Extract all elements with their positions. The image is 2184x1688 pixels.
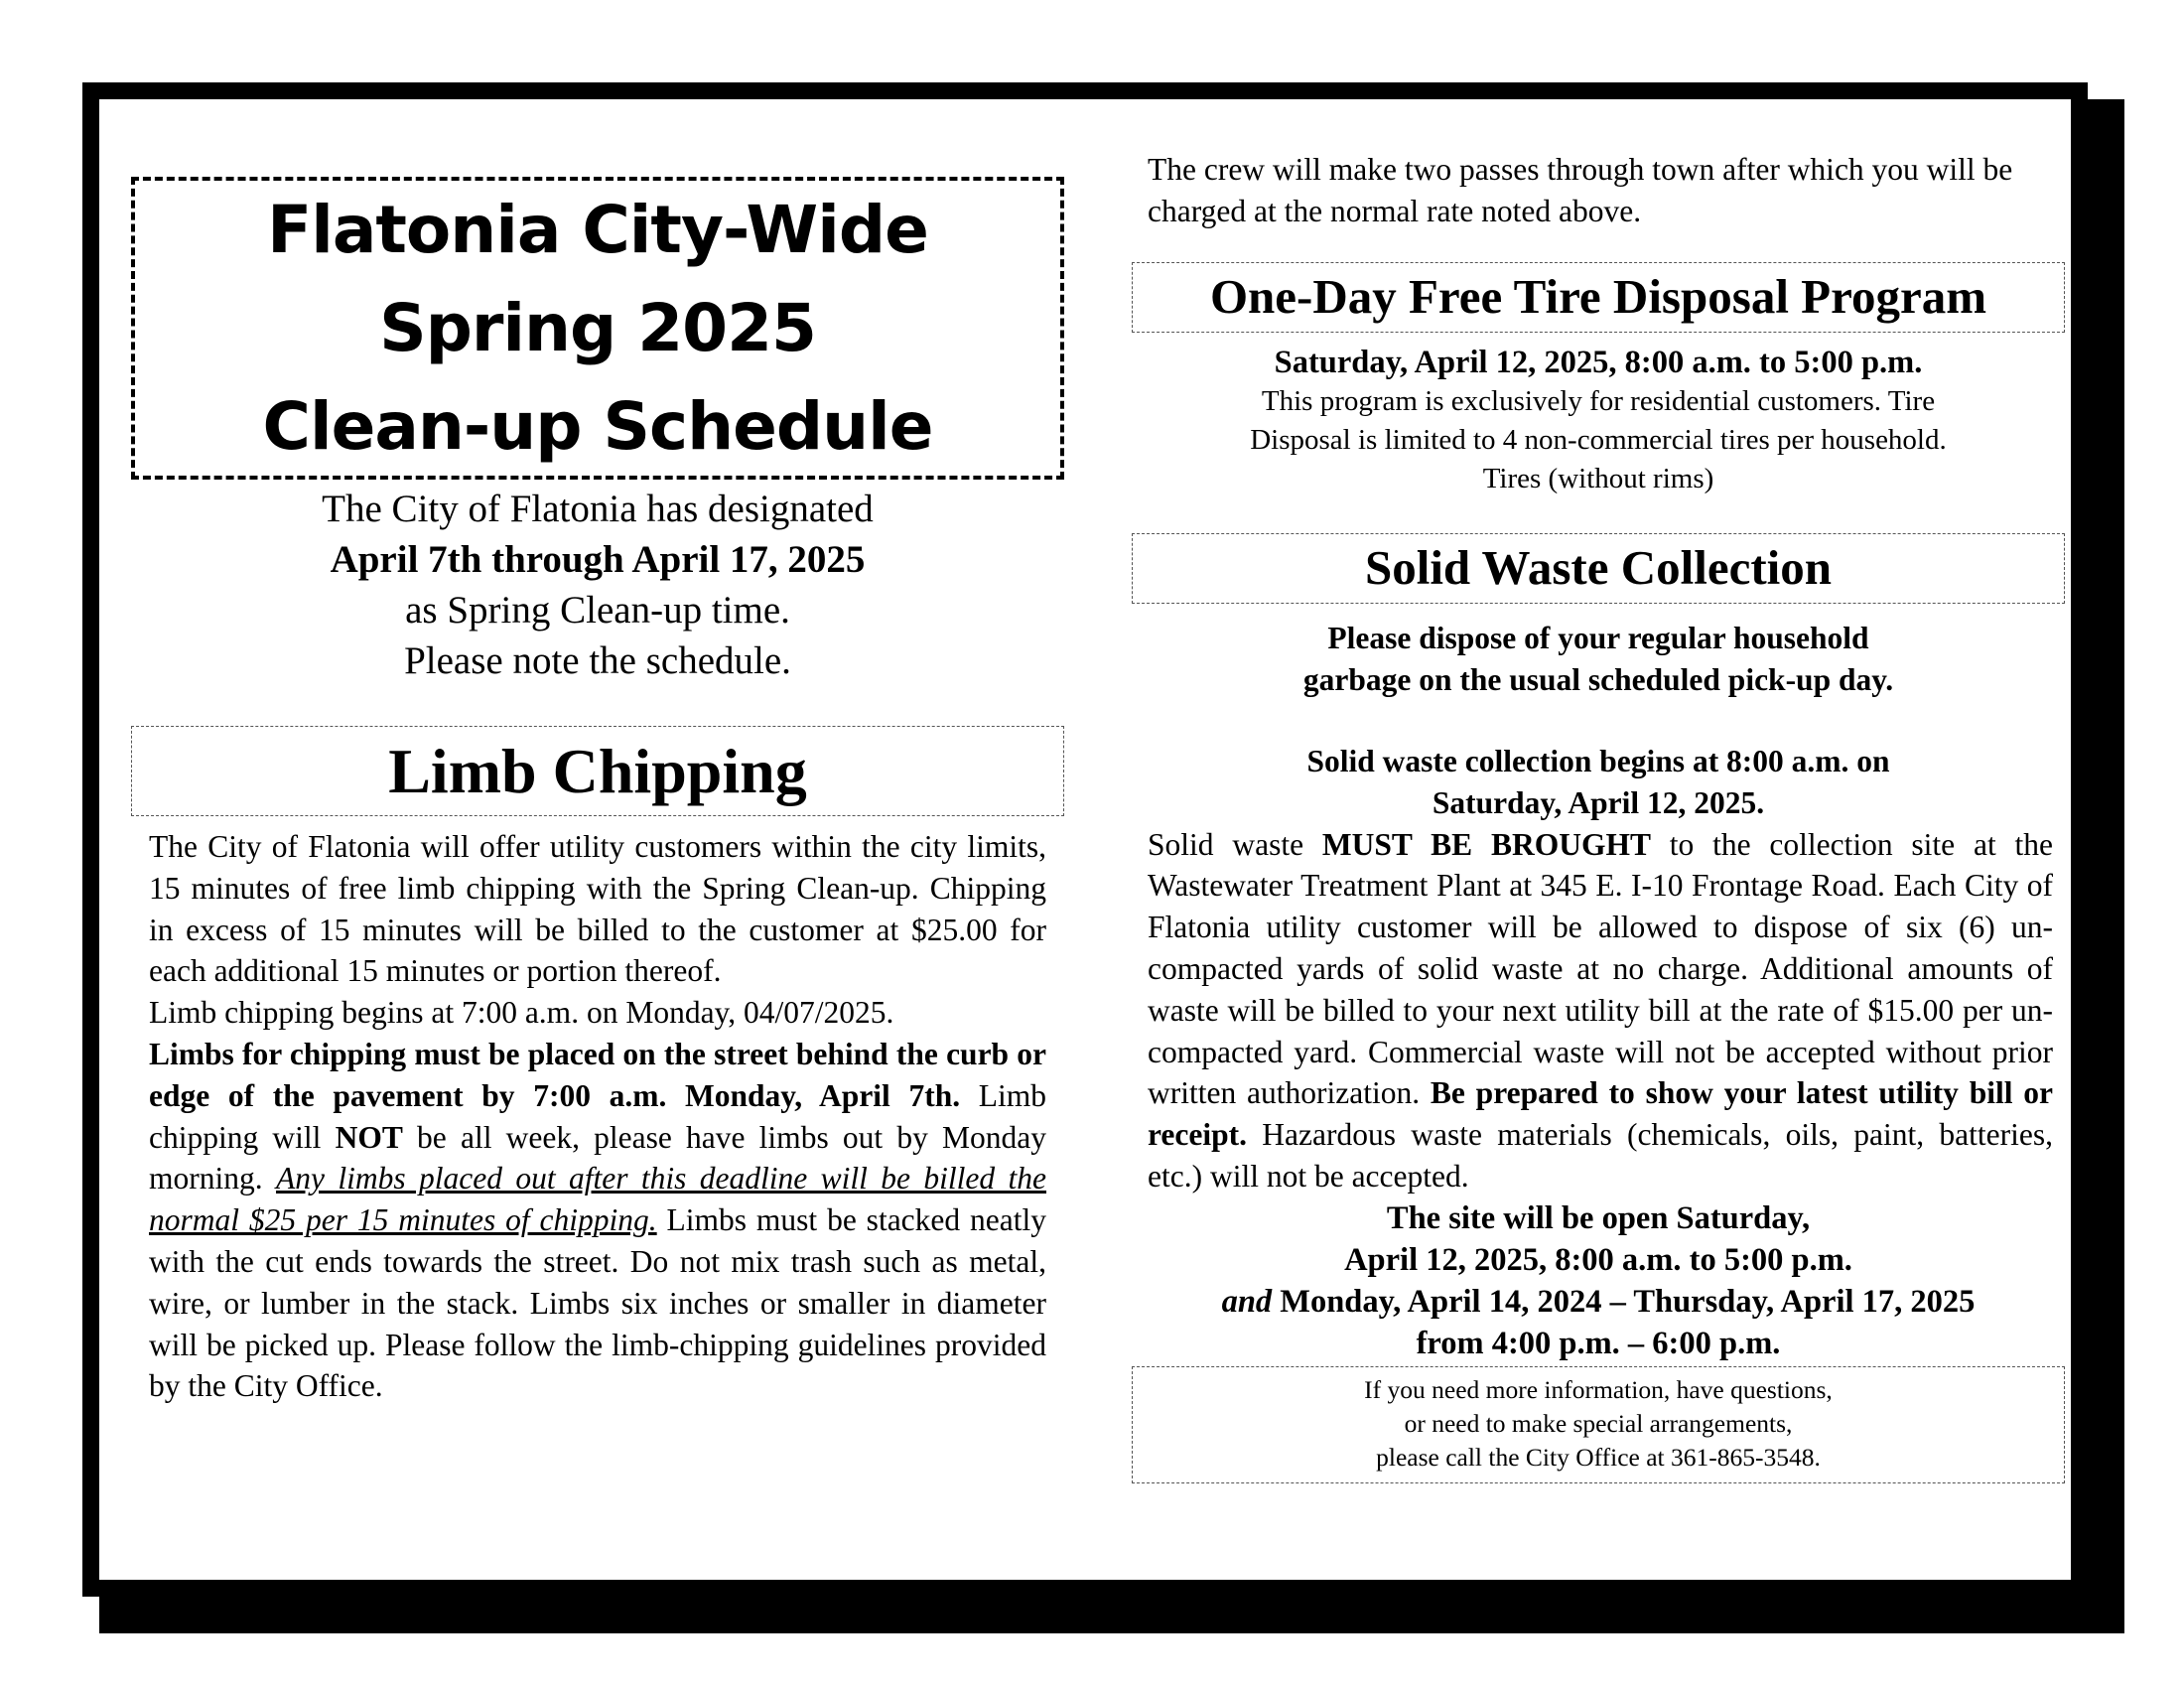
left-column bbox=[131, 177, 1064, 1407]
limb-not-bold: NOT bbox=[335, 1119, 403, 1155]
limb-chipping-body bbox=[131, 826, 1064, 1407]
intro-block bbox=[131, 484, 1064, 686]
title-box bbox=[131, 177, 1064, 480]
contact-info-box bbox=[1132, 1366, 2065, 1483]
open-line-3-rest: Monday, April 14, 2024 – Thursday, April 17, 2025 bbox=[1272, 1283, 1976, 1320]
title-line-3: Clean-up Schedule bbox=[262, 388, 933, 465]
limb-text-c: Limbs must be stacked neatly with the cut ends towards the street. Do not mix trash such as metal, wire, or lumber in the stack. Limbs six inches or smaller in diameter will be picked up. Please follow the limb-chipping guidelines provided by the City Office. bbox=[149, 1202, 1046, 1404]
info-line-1: If you need more information, have questions, bbox=[1364, 1374, 1833, 1404]
limb-paragraph-1: The City of Flatonia will offer utility customers within the city limits, 15 minutes of free limb chipping with the Spring Clean-up. Chipping in excess of 15 minutes will be billed to the customer at $25.00 for each additional 15 minutes or portion thereof. bbox=[149, 829, 1046, 989]
limb-text-b: be all week, please have limbs out by Monday morning. bbox=[149, 1119, 1046, 1196]
open-and-italic: and bbox=[1221, 1283, 1273, 1320]
crew-note: The crew will make two passes through town after which you will be charged at the normal rate noted above. bbox=[1148, 152, 2013, 228]
solid-waste-heading: Solid Waste Collection bbox=[1132, 533, 2065, 604]
intro-line-3: as Spring Clean-up time. bbox=[405, 589, 790, 632]
limb-late-warning: Any limbs placed out after this deadline will be billed the normal $25 per 15 minutes of chipping. bbox=[149, 1161, 1047, 1238]
open-line-2: April 12, 2025, 8:00 a.m. to 5:00 p.m. bbox=[1344, 1241, 1852, 1278]
open-line-4: from 4:00 p.m. – 6:00 p.m. bbox=[1416, 1325, 1781, 1361]
intro-line-4: Please note the schedule. bbox=[404, 639, 791, 682]
solid-waste-body bbox=[1132, 824, 2065, 1197]
tire-program-heading: One-Day Free Tire Disposal Program bbox=[1132, 262, 2065, 333]
intro-dates: April 7th through April 17, 2025 bbox=[330, 538, 866, 581]
notice-line-1: Please dispose of your regular household bbox=[1327, 620, 1869, 655]
limb-paragraph-2: Limb chipping begins at 7:00 a.m. on Monday, 04/07/2025. bbox=[149, 995, 894, 1031]
solid-text-c: Hazardous waste materials (chemicals, oils, paint, batteries, etc.) will not be accepted. bbox=[1148, 1117, 2053, 1194]
limb-chipping-heading: Limb Chipping bbox=[131, 726, 1064, 816]
open-line-3 bbox=[1132, 1281, 2065, 1323]
spacer bbox=[1132, 701, 2065, 741]
solid-must-bold: MUST BE BROUGHT bbox=[1321, 826, 1651, 862]
info-line-3: please call the City Office at 361-865-3548. bbox=[1376, 1442, 1821, 1472]
limb-text-a: Limb chipping will bbox=[149, 1077, 1046, 1155]
limb-deadline-bold: Limbs for chipping must be placed on the street behind the curb or edge of the pavement by 7:00 a.m. Monday, April 7th. bbox=[149, 1036, 1046, 1113]
begins-line-2: Saturday, April 12, 2025. bbox=[1432, 784, 1765, 820]
tire-description bbox=[1132, 382, 2065, 498]
limb-paragraph-3 bbox=[149, 1034, 1046, 1407]
tire-line-1: This program is exclusively for residential customers. Tire bbox=[1261, 384, 1936, 417]
title-line-1: Flatonia City-Wide bbox=[267, 192, 928, 268]
solid-text-a: Solid waste bbox=[1148, 826, 1322, 862]
tire-date: Saturday, April 12, 2025, 8:00 a.m. to 5:00 p.m. bbox=[1274, 344, 1923, 380]
solid-text-b: to the collection site at the Wastewater Treatment Plant at 345 E. I-10 Frontage Road. Each City of Flatonia utility customer will be allowed to dispose of six (6) un-compacted yards of solid waste at no charge. Additional amounts of waste will be billed to your next utility bill at the rate of $15.00 per un-compacted yard. Commercial waste will not be accepted without prior written authorization. bbox=[1148, 826, 2053, 1111]
tire-line-3: Tires (without rims) bbox=[1482, 462, 1714, 494]
open-line-1: The site will be open Saturday, bbox=[1386, 1199, 1811, 1236]
info-line-2: or need to make special arrangements, bbox=[1404, 1408, 1793, 1438]
right-column bbox=[1132, 149, 2065, 1483]
site-open-hours bbox=[1132, 1197, 2065, 1364]
tire-line-2: Disposal is limited to 4 non-commercial tires per household. bbox=[1250, 423, 1947, 456]
title-line-2: Spring 2025 bbox=[379, 290, 816, 366]
solid-waste-notice bbox=[1132, 618, 2065, 824]
solid-prepared-bold: Be prepared to show your latest utility bill or receipt. bbox=[1148, 1075, 2054, 1153]
intro-line-1: The City of Flatonia has designated bbox=[322, 488, 874, 530]
notice-line-2: garbage on the usual scheduled pick-up day. bbox=[1302, 661, 1894, 697]
begins-line-1: Solid waste collection begins at 8:00 a.m. on bbox=[1306, 743, 1890, 778]
